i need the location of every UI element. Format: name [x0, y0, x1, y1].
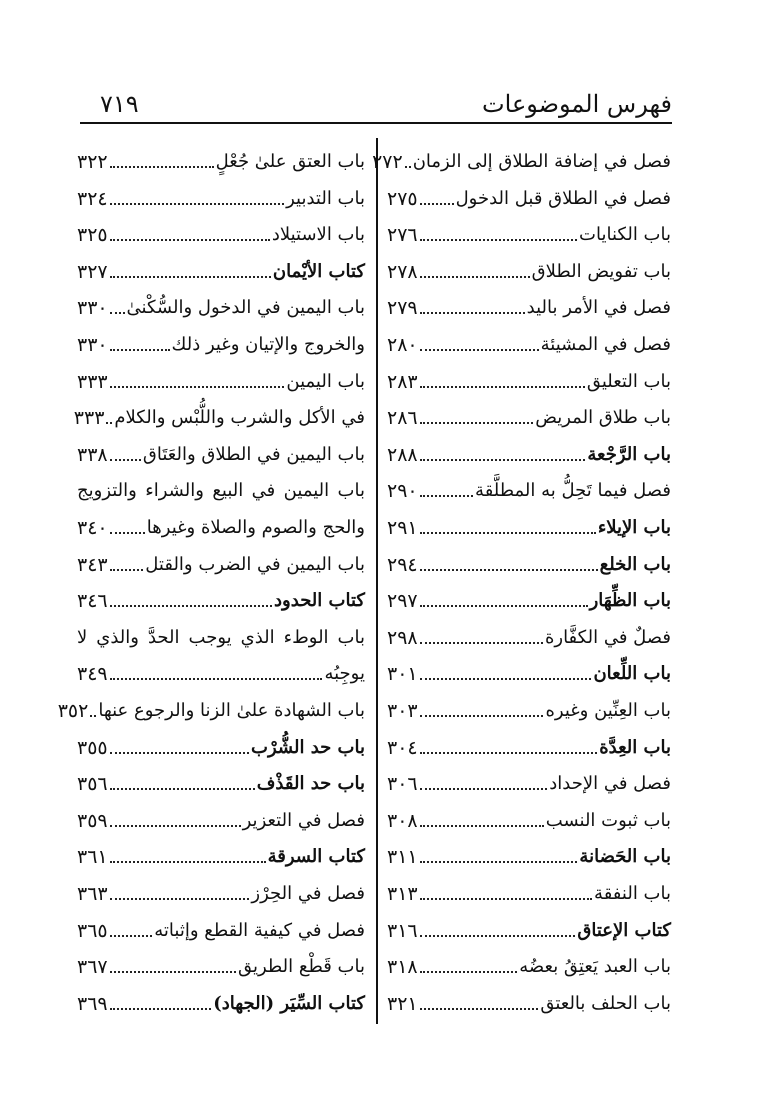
index-entry — [73, 396, 365, 430]
entry-page-number: ٣٥٩ — [77, 809, 108, 832]
entry-page-number: ٣٢٤ — [77, 187, 108, 210]
entry-page-number: ٢٧٦ — [387, 224, 418, 247]
entry-page-number: ٣١٦ — [387, 919, 418, 942]
index-entry — [387, 579, 671, 613]
entry-page-number: ٣٠٣ — [387, 700, 418, 722]
entry-page-number: ٣٢١ — [387, 992, 418, 1015]
index-entry — [77, 982, 365, 1016]
entry-title: فصل في الأمر باليد — [526, 297, 671, 319]
dot-leader — [420, 898, 592, 900]
index-entry — [387, 506, 671, 540]
entry-title: كتاب الأيْمان — [272, 260, 365, 282]
entry-page-number: ٣٤٠ — [77, 517, 108, 539]
entry-page-number: ٣٠٦ — [387, 773, 418, 796]
entry-title: باب الخلع — [599, 553, 671, 575]
entry-title: كتاب الإعتاق — [577, 919, 671, 941]
dot-leader — [420, 825, 544, 827]
entry-title: باب حد القَذْف — [256, 773, 365, 795]
index-entry — [77, 286, 365, 320]
entry-page-number: ٢٧٩ — [387, 297, 418, 320]
entry-page-number: ٣٢٥ — [77, 224, 108, 247]
dot-leader — [110, 971, 236, 973]
entry-title: باب اليمين في الدخول والسُّكْنىٰ — [126, 297, 365, 319]
dot-leader — [110, 349, 170, 351]
entry-page-number: ٢٧٥ — [387, 187, 418, 210]
dot-leader — [420, 312, 525, 314]
entry-title: كتاب السرقة — [267, 846, 365, 868]
entry-title: فصلٌ في الكفَّارة — [544, 626, 671, 648]
dot-leader — [420, 422, 534, 424]
entry-title: كتاب الحدود — [274, 590, 365, 612]
index-entry — [77, 616, 365, 650]
dot-leader — [420, 605, 588, 607]
entry-title: باب الظِّهَار — [589, 590, 671, 612]
index-entry — [387, 945, 671, 979]
entry-title: باب الحَضانة — [579, 846, 671, 868]
dot-leader — [110, 276, 271, 278]
entry-page-number: ٣٢٢ — [77, 151, 108, 173]
index-entry — [77, 433, 365, 467]
entry-page-number: ٣٠٤ — [387, 736, 418, 759]
entry-title: فصل في الطلاق قبل الدخول — [455, 187, 671, 209]
entry-title: باب الرَّجْعة — [587, 443, 671, 465]
index-entry — [387, 286, 671, 320]
entry-page-number: ٢٨٠ — [387, 334, 418, 356]
dot-leader — [106, 422, 112, 424]
dot-leader — [420, 532, 596, 534]
index-entry — [77, 543, 365, 577]
entry-title: باب الاستيلاد — [271, 224, 365, 246]
entry-title: والحج والصوم والصلاة وغيرها — [146, 517, 365, 538]
index-entry — [387, 799, 671, 833]
index-entry — [77, 909, 365, 943]
entry-page-number: ٢٩٠ — [387, 480, 418, 503]
page-header — [80, 78, 672, 124]
index-entry — [77, 250, 365, 284]
entry-page-number: ٢٩١ — [387, 517, 418, 539]
dot-leader — [110, 825, 241, 827]
index-entry — [77, 177, 365, 211]
dot-leader — [110, 569, 144, 571]
index-entry — [77, 799, 365, 833]
entry-page-number: ٢٧٢ — [372, 151, 403, 173]
entry-title: باب العِدَّة — [599, 736, 671, 758]
dot-leader — [420, 1008, 539, 1010]
index-entry — [387, 250, 671, 284]
entry-page-number: ٣٥٦ — [77, 773, 108, 796]
entry-page-number: ٣١٣ — [387, 883, 418, 905]
index-entry — [387, 323, 671, 357]
index-entry — [387, 213, 671, 247]
index-entry — [387, 396, 671, 430]
entry-title: باب اليمين في البيع والشراء والتزويج — [77, 480, 365, 502]
entry-title: باب تفويض الطلاق — [531, 260, 671, 282]
index-entry — [77, 360, 365, 394]
entry-page-number: ٣٢٧ — [77, 260, 108, 283]
entry-title: باب الحلف بالعتق — [540, 992, 671, 1014]
entry-page-number: ٢٩٤ — [387, 553, 418, 576]
entry-title: باب اليمين في الضرب والقتل — [145, 553, 365, 575]
dot-leader — [110, 203, 284, 205]
dot-leader — [110, 752, 249, 754]
dot-leader — [420, 861, 578, 863]
dot-leader — [420, 935, 576, 937]
entry-page-number: ٢٩٨ — [387, 626, 418, 649]
index-entry — [387, 872, 671, 906]
dot-leader — [110, 605, 272, 607]
entry-page-number: ٣٦٧ — [77, 956, 108, 979]
index-entry — [387, 835, 671, 869]
entry-page-number: ٣٤٩ — [77, 663, 108, 686]
dot-leader — [110, 788, 255, 790]
dot-leader — [420, 276, 530, 278]
dot-leader — [420, 386, 585, 388]
index-entry — [387, 360, 671, 394]
dot-leader — [420, 788, 548, 790]
entry-page-number: ٢٨٨ — [387, 443, 418, 466]
entry-title: باب طلاق المريض — [535, 407, 671, 429]
dot-leader — [110, 532, 145, 534]
entry-title: باب العتق علىٰ جُعْلٍ — [215, 151, 365, 172]
dot-leader — [110, 386, 285, 388]
entry-page-number: ٣١٨ — [387, 956, 418, 979]
index-entry — [387, 726, 671, 760]
index-entry — [387, 177, 671, 211]
entry-page-number: ٣٦٩ — [77, 992, 108, 1015]
page-title: فهرس الموضوعات — [482, 90, 672, 118]
index-entry — [77, 469, 365, 503]
entry-title: باب التدبير — [286, 187, 365, 209]
dot-leader — [420, 459, 586, 461]
entry-title: باب حد الشُّرْب — [251, 736, 365, 758]
entry-title: فصل في المشيئة — [540, 334, 671, 355]
index-entry — [77, 579, 365, 613]
dot-leader — [420, 569, 598, 571]
index-entry — [77, 506, 365, 540]
entry-title: باب اليمين في الطلاق والعَتَاق — [142, 443, 365, 465]
entry-page-number: ٣٥٢ — [57, 700, 89, 722]
entry-title: فصل في التعزير — [242, 809, 365, 831]
page-number: ٧١٩ — [100, 90, 139, 118]
index-entry — [77, 762, 365, 796]
dot-leader — [420, 495, 473, 497]
entry-page-number: ٣٤٣ — [77, 553, 108, 576]
entry-title: باب العِنِّين وغيره — [545, 700, 671, 721]
index-entry — [387, 616, 671, 650]
entry-title: باب التعليق — [586, 370, 671, 392]
entry-title: باب اليمين — [286, 370, 365, 392]
dot-leader — [420, 715, 544, 717]
dot-leader — [420, 349, 539, 351]
dot-leader — [420, 971, 518, 973]
index-entry — [387, 689, 671, 723]
entry-title: كتاب السِّيَر (الجهاد) — [213, 992, 365, 1014]
entry-page-number: ٢٨٦ — [387, 407, 418, 430]
entry-page-number: ٢٧٨ — [387, 260, 418, 283]
index-entry — [77, 726, 365, 760]
index-entry — [372, 140, 671, 174]
entry-page-number: ٣٣٣ — [73, 407, 105, 430]
entry-page-number: ٣٣٨ — [77, 443, 108, 466]
entry-title: باب النفقة — [594, 883, 671, 904]
index-entry — [387, 909, 671, 943]
column-divider — [376, 138, 378, 1024]
entry-page-number: ٢٨٣ — [387, 370, 418, 393]
index-entry — [57, 689, 365, 723]
dot-leader — [110, 459, 141, 461]
entry-page-number: ٣٠٨ — [387, 809, 418, 832]
entry-page-number: ٣٠١ — [387, 663, 418, 686]
dot-leader — [110, 678, 323, 680]
index-entry — [77, 140, 365, 174]
entry-title: فصل في الإحداد — [549, 773, 671, 795]
index-entry — [77, 652, 365, 686]
index-entry — [77, 945, 365, 979]
index-entry — [77, 213, 365, 247]
entry-title: في الأكل والشرب واللُّبْس والكلام — [114, 407, 365, 429]
entry-page-number: ٣٤٦ — [77, 590, 108, 613]
dot-leader — [420, 203, 454, 205]
dot-leader — [110, 1008, 212, 1010]
dot-leader — [420, 678, 592, 680]
dot-leader — [110, 935, 153, 937]
index-entry — [387, 762, 671, 796]
entry-title: باب قَطْع الطريق — [237, 956, 365, 978]
dot-leader — [420, 642, 543, 644]
dot-leader — [420, 752, 598, 754]
index-entry — [77, 835, 365, 869]
entry-title: باب العبد يَعتِقُ بعضُه — [519, 956, 671, 978]
entry-title: باب الشهادة علىٰ الزنا والرجوع عنها — [98, 700, 365, 721]
entry-page-number: ٣١١ — [387, 846, 418, 869]
entry-title: فصل في كيفية القطع وإثباته — [154, 919, 365, 941]
index-entry — [387, 543, 671, 577]
dot-leader — [420, 239, 577, 241]
entry-title: باب الوطء الذي يوجب الحدَّ والذي لا — [77, 626, 365, 648]
index-entry — [387, 982, 671, 1016]
index-entry — [387, 652, 671, 686]
entry-title: باب اللِّعان — [593, 663, 671, 685]
entry-title: باب الكنايات — [579, 224, 671, 246]
entry-page-number: ٣٦٣ — [77, 883, 108, 905]
dot-leader — [110, 898, 250, 900]
index-entry — [387, 433, 671, 467]
dot-leader — [110, 312, 125, 314]
index-entry — [77, 872, 365, 906]
entry-page-number: ٣٦١ — [77, 846, 108, 869]
entry-page-number: ٣٥٥ — [77, 736, 108, 759]
dot-leader — [110, 166, 214, 168]
entry-title: فصل في الحِرْز — [251, 883, 365, 904]
dot-leader — [110, 239, 270, 241]
entry-title: باب الإيلاء — [597, 517, 671, 538]
dot-leader — [90, 715, 96, 717]
index-entry — [387, 469, 671, 503]
entry-title: باب ثبوت النسب — [545, 809, 671, 831]
dot-leader — [110, 861, 266, 863]
entry-title: فصل في إضافة الطلاق إلى الزمان — [412, 151, 671, 172]
entry-title: يوجِبُه — [324, 663, 365, 685]
entry-title: فصل فيما تَحِلُّ به المطلَّقة — [475, 480, 671, 502]
dot-leader — [405, 166, 411, 168]
entry-page-number: ٣٣٠ — [77, 297, 108, 320]
entry-page-number: ٣٣٣ — [77, 370, 108, 393]
entry-page-number: ٣٣٠ — [77, 334, 108, 356]
entry-title: والخروج والإتيان وغير ذلك — [171, 334, 365, 355]
entry-page-number: ٢٩٧ — [387, 590, 418, 613]
entry-page-number: ٣٦٥ — [77, 919, 108, 942]
index-entry — [77, 323, 365, 357]
